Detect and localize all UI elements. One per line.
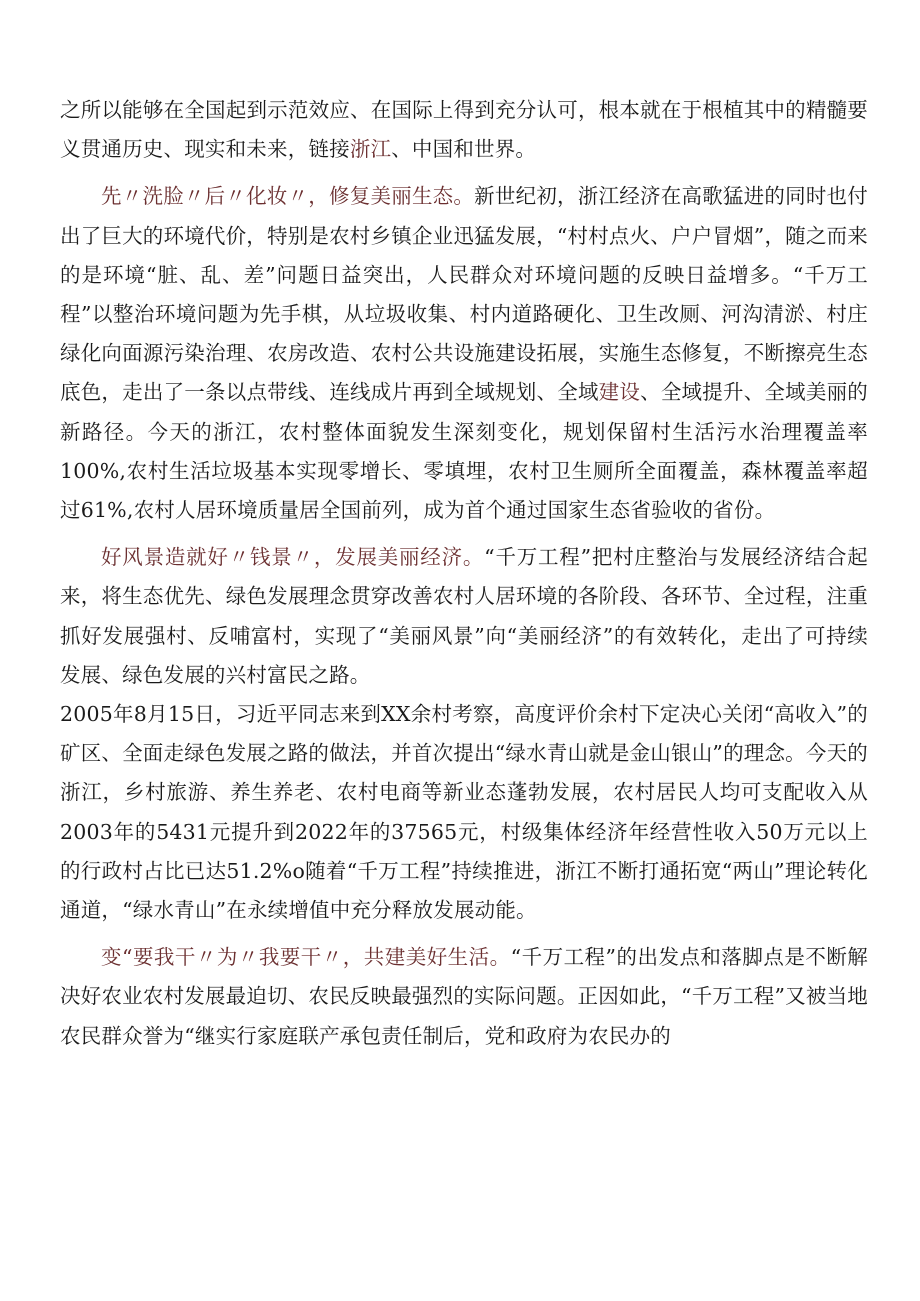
paragraph-text: “千万工程”把村庄整治与发展经济结合起来，将生态优先、绿色发展理念贯穿改善农村人居环境的各阶段、各环节、全过程，注重抓好发展强村、反哺富村，实现了“美丽风景”向“美丽经济”的有效转化，走出了可持续发展、绿色发展的兴村富民之路。	[60, 545, 868, 687]
highlighted-text: 浙江	[349, 137, 392, 162]
paragraph-ecology	[60, 177, 868, 530]
paragraph-life	[60, 938, 868, 1056]
paragraph-text: 新世纪初，浙江经济在高歌猛进的同时也付出了巨大的环境代价，特别是农村乡镇企业迅猛发展，“村村点火、户户冒烟”，随之而来的是环境“脏、乱、差”问题日益突出，人民群众对环境问题的反映日益增多。“千万工程”以整治环境问题为先手棋，从垃圾收集、村内道路硬化、卫生改厕、河沟清淤、村庄绿化向面源污染治理、农房改造、农村公共设施建设拓展，实施生态修复，不断擦亮生态底色，走出了一条以点带线、连线成片再到全域规划、全域	[60, 184, 868, 405]
section-heading-ecology: 先〃洗脸〃后〃化妆〃，修复美丽生态。	[101, 184, 475, 209]
section-heading-economy: 好风景造就好〃钱景〃，发展美丽经济。	[101, 545, 485, 570]
paragraph-text: “千万工程”的出发点和落脚点是不断解决好农业农村发展最迫切、农民反映最强烈的实际问题。正因如此，“千万工程”又被当地农民群众誉为“继实行家庭联产承包责任制后，党和政府为农民办的	[60, 945, 869, 1048]
paragraph-text: 之所以能够在全国起到示范效应、在国际上得到充分认可，根本就在于根植其中的精髓要义贯通历史、现实和未来，链接	[60, 98, 868, 162]
paragraph-text: 、全域提升、全域美丽的新路径。今天的浙江，农村整体面貌发生深刻变化，规划保留村生活污水治理覆盖率100%,农村生活垃圾基本实现零增长、零填埋，农村卫生厕所全面覆盖，森林覆盖率超过61%,农村人居环境质量居全国前列，成为首个通过国家生态省验收的省份。	[60, 380, 868, 523]
paragraph-economy	[60, 538, 868, 695]
paragraph-text: 、中国和世界。	[391, 137, 537, 162]
paragraph-intro	[60, 91, 868, 169]
highlighted-text: 建设	[598, 380, 641, 405]
section-heading-life: 变“要我干〃为〃我要干〃，共建美好生活。	[101, 945, 511, 970]
paragraph-text: 2005年8月15日，习近平同志来到XX余村考察，高度评价余村下定决心关闭“高收入”的矿区、全面走绿色发展之路的做法，并首次提出“绿水青山就是金山银山”的理念。今天的浙江，乡村旅游、养生养老、农村电商等新业态蓬勃发展，农村居民人均可支配收入从2003年的5431元提升到2022年的37565元，村级集体经济年经营性收入50万元以上的行政村占比已达51.2%o随着“千万工程”持续推进，浙江不断打通拓宽“两山”理论转化通道，“绿水青山”在永续增值中充分释放发展动能。	[60, 702, 868, 923]
paragraph-yucun	[60, 695, 868, 930]
